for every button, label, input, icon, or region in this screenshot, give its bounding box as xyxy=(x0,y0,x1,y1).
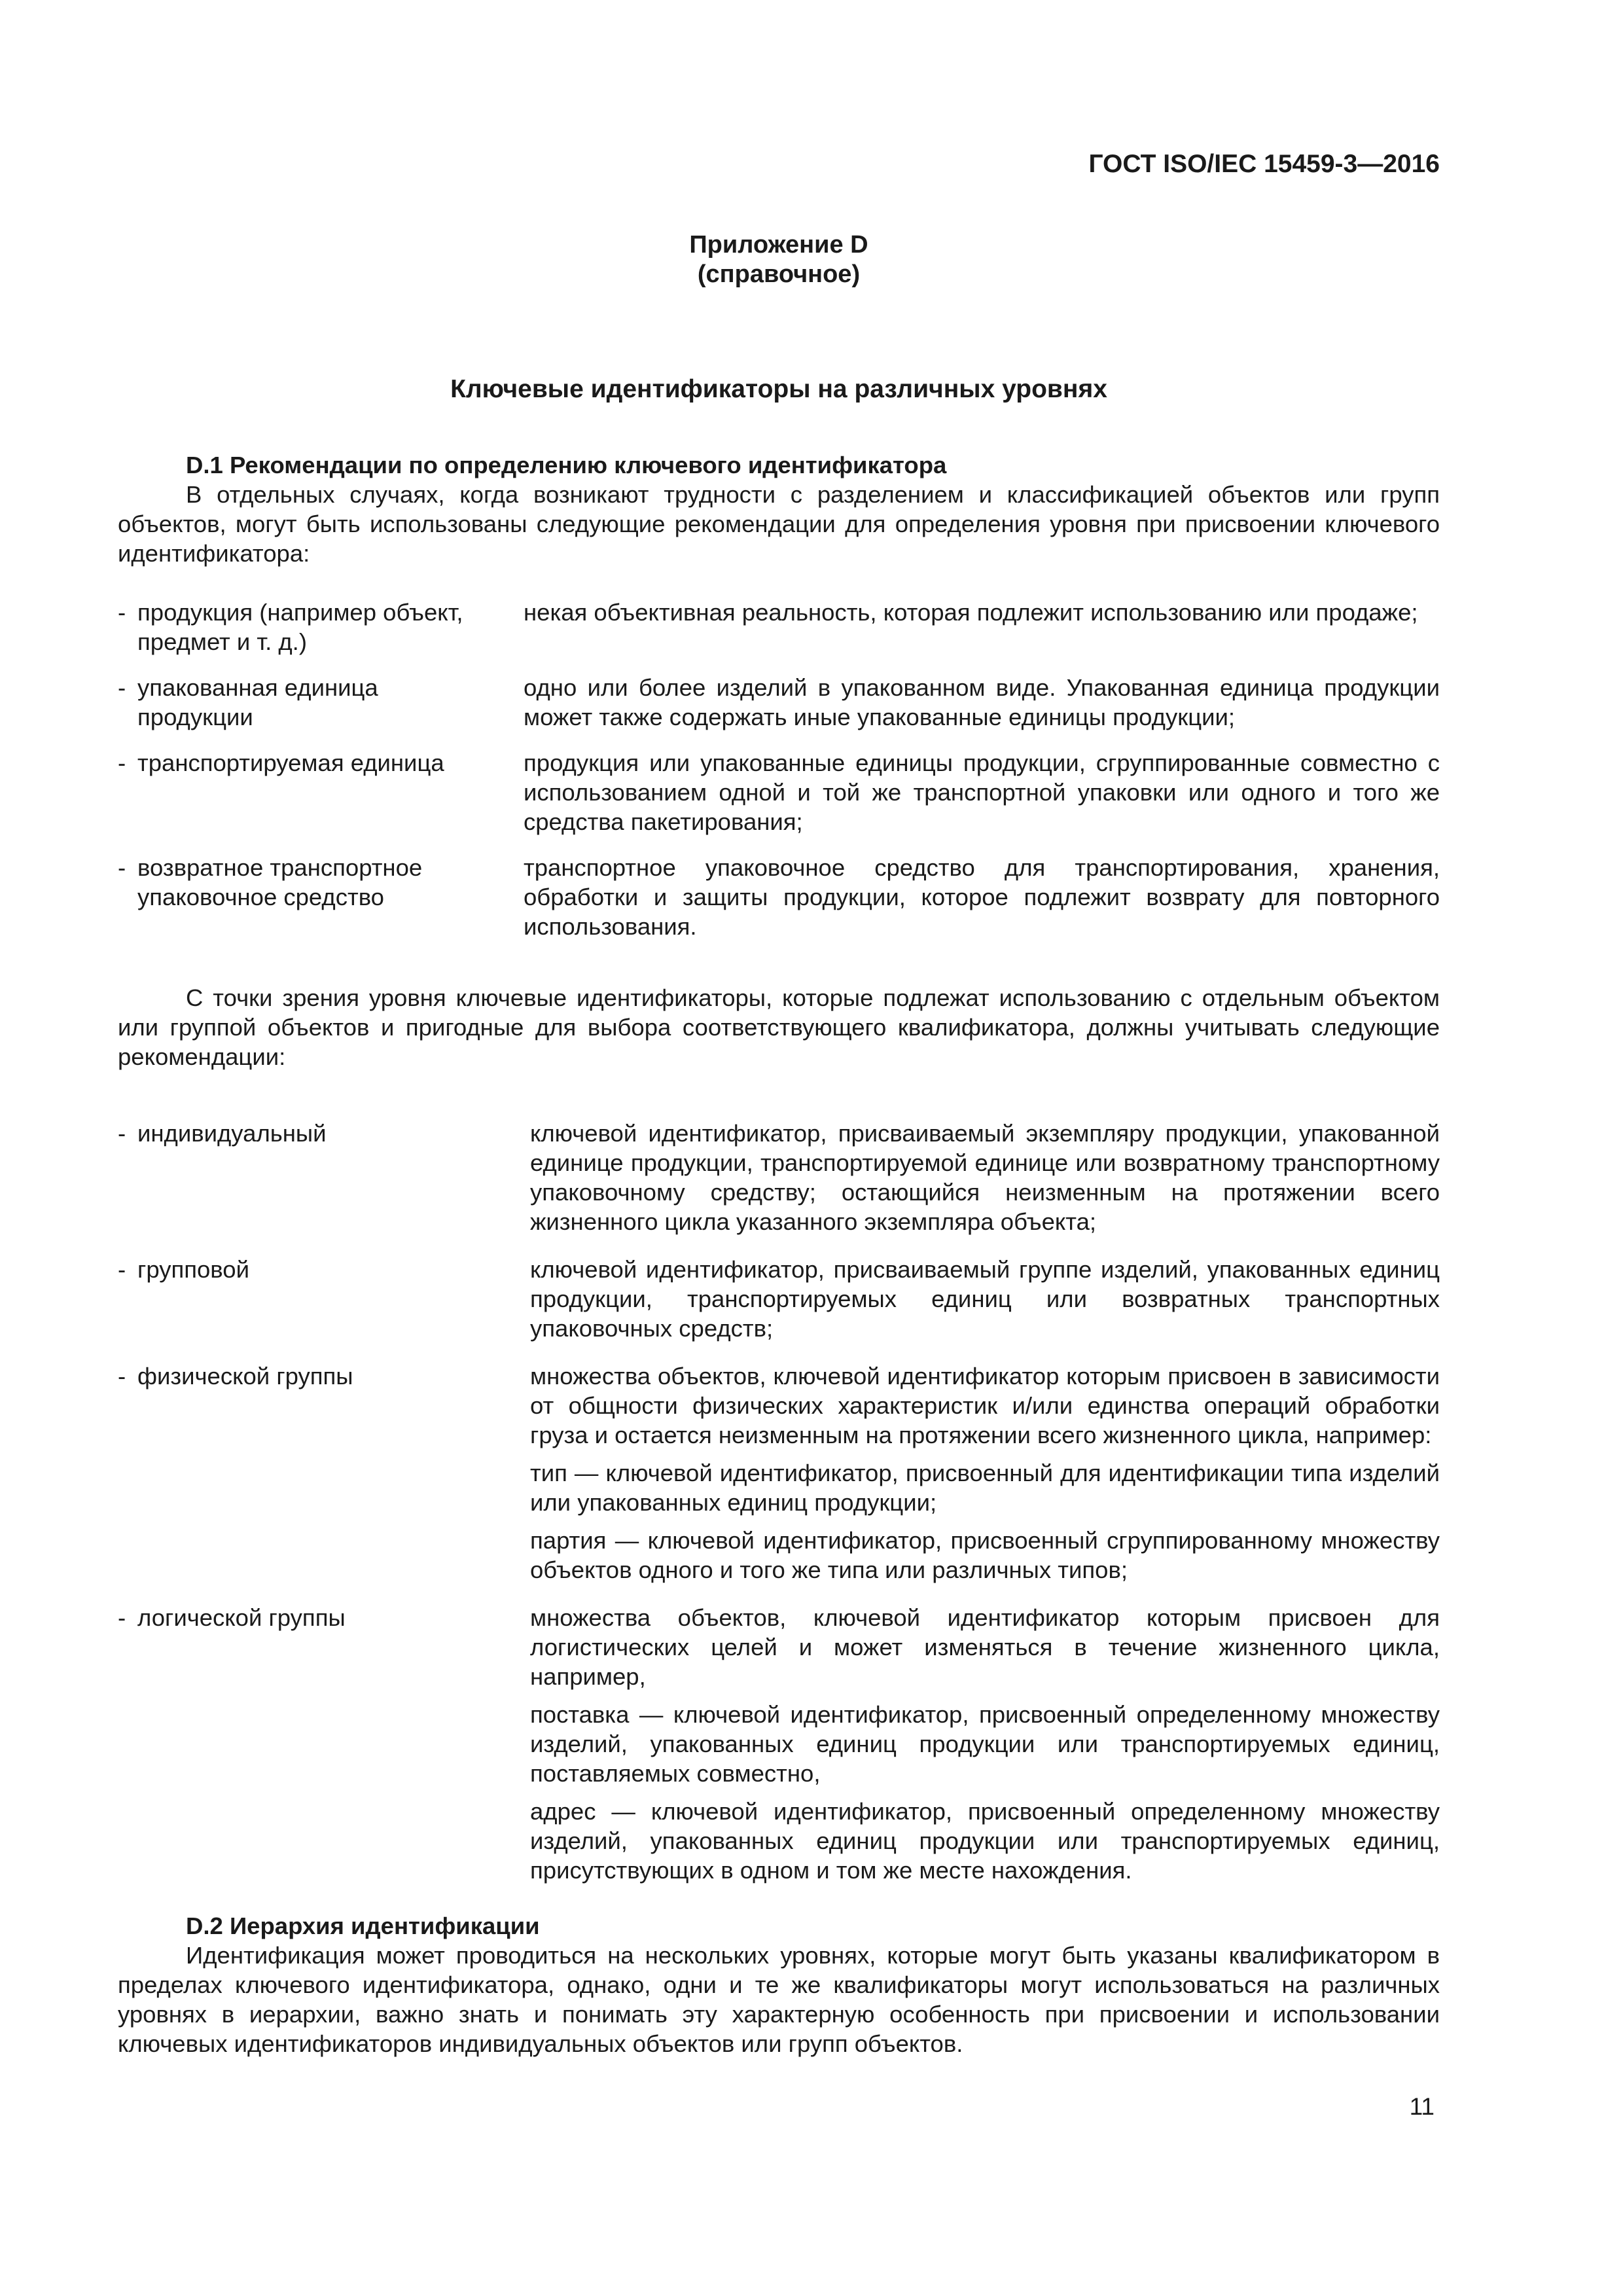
level-intro-text: С точки зрения уровня ключевые идентификаторы, которые подлежат использованию с отдельным объектом или группой объектов и пригодные для выбора соответствующего квалификатора, должны учитывать следующие рекомендации: xyxy=(118,984,1440,1070)
level-paragraph: адрес — ключевой идентификатор, присвоенный определенному множеству изделий, упакованных единиц продукции или транспортируемых единиц, присутствующих в одном и том же месте нахождения. xyxy=(530,1798,1440,1884)
list-dash: - xyxy=(118,1363,126,1390)
section-d2 xyxy=(118,1911,1440,2058)
level-term: физической группы xyxy=(137,1363,353,1390)
annex-status: (справочное) xyxy=(697,260,861,288)
level-item xyxy=(118,1361,1440,1585)
levels-list xyxy=(118,1119,1440,1885)
level-description xyxy=(530,1255,1440,1343)
list-dash: - xyxy=(118,1256,126,1283)
list-dash: - xyxy=(118,749,126,776)
level-paragraph: ключевой идентификатор, присваиваемый группе изделий, упакованных единиц продукции, транспортируемых единиц или возвратных транспортных упаковочных средств; xyxy=(530,1256,1440,1342)
list-dash: - xyxy=(118,854,126,881)
main-title: Ключевые идентификаторы на различных уровнях xyxy=(450,375,1107,403)
section-d1-intro: В отдельных случаях, когда возникают трудности с разделением и классификацией объектов или групп объектов, могут быть использованы следующие рекомендации для определения уровня при присвоении ключевого идентификатора: xyxy=(118,481,1440,567)
level-description xyxy=(530,1361,1440,1585)
level-item xyxy=(118,1255,1440,1343)
level-item xyxy=(118,1603,1440,1885)
definition-term: упакованная единица продукции xyxy=(137,674,378,730)
section-d2-heading: D.2 Иерархия идентификации xyxy=(186,1912,540,1939)
level-paragraph: множества объектов, ключевой идентификатор которым присвоен для логистических целей и может изменяться в течение жизненного цикла, например, xyxy=(530,1604,1440,1690)
standard-code: ГОСТ ISO/IEC 15459-3—2016 xyxy=(1088,150,1440,178)
list-dash: - xyxy=(118,1120,126,1147)
level-paragraph: поставка — ключевой идентификатор, присвоенный определенному множеству изделий, упакованных единиц продукции или транспортируемых единиц, поставляемых совместно, xyxy=(530,1701,1440,1787)
definition-item xyxy=(118,748,1440,836)
annex-title: Приложение D xyxy=(689,231,868,259)
definition-item xyxy=(118,598,1440,656)
section-d2-text: Идентификация может проводиться на нескольких уровнях, которые могут быть указаны квалификатором в пределах ключевого идентификатора, однако, одни и те же квалификаторы могут использоваться на различных уровнях в иерархии, важно знать и понимать эту характерную особенность при присвоении и использовании ключевых идентификаторов индивидуальных объектов или групп объектов. xyxy=(118,1942,1440,2057)
section-d1 xyxy=(118,450,1440,568)
definition-item xyxy=(118,853,1440,941)
level-paragraph: партия — ключевой идентификатор, присвоенный сгруппированному множеству объектов одного и того же типа или различных типов; xyxy=(530,1527,1440,1583)
definition-item xyxy=(118,673,1440,732)
level-term: логической группы xyxy=(137,1604,346,1631)
section-d1-heading: D.1 Рекомендации по определению ключевого идентификатора xyxy=(186,452,947,478)
definition-list xyxy=(118,598,1440,941)
level-item xyxy=(118,1119,1440,1236)
definition-term: возвратное транспортное упаковочное средство xyxy=(137,854,423,910)
level-description xyxy=(530,1603,1440,1885)
definition-term: транспортируемая единица xyxy=(137,749,444,776)
definition-text: некая объективная реальность, которая подлежит использованию или продаже; xyxy=(524,599,1418,626)
level-paragraph: множества объектов, ключевой идентификатор которым присвоен в зависимости от общности физических характеристик и/или единства операций обработки груза и остается неизменным на протяжении всего жизненного цикла, например: xyxy=(530,1363,1440,1448)
definition-text: продукция или упакованные единицы продукции, сгруппированные совместно с использованием одной и той же транспортной упаковки или одного и того же средства пакетирования; xyxy=(524,749,1440,835)
list-dash: - xyxy=(118,599,126,626)
document-page xyxy=(118,0,1440,2296)
level-intro xyxy=(118,983,1440,1071)
list-dash: - xyxy=(118,674,126,701)
level-paragraph: ключевой идентификатор, присваиваемый экземпляру продукции, упакованной единице продукции, транспортируемой единице или возвратному транспортному упаковочному средству; остающийся неизменным на протяжении всего жизненного цикла указанного экземпляра объекта; xyxy=(530,1120,1440,1235)
list-dash: - xyxy=(118,1604,126,1631)
definition-term: продукция (например объект, предмет и т. д.) xyxy=(137,599,463,655)
definition-text: транспортное упаковочное средство для транспортирования, хранения, обработки и защиты продукции, которое подлежит возврату для повторного использования. xyxy=(524,854,1440,940)
level-paragraph: тип — ключевой идентификатор, присвоенный для идентификации типа изделий или упакованных единиц продукции; xyxy=(530,1460,1440,1516)
definition-text: одно или более изделий в упакованном виде. Упакованная единица продукции может также содержать иные упакованные единицы продукции; xyxy=(524,674,1440,730)
level-term: индивидуальный xyxy=(137,1120,327,1147)
level-description xyxy=(530,1119,1440,1236)
level-term: групповой xyxy=(137,1256,249,1283)
page-number: 11 xyxy=(1409,2093,1435,2120)
